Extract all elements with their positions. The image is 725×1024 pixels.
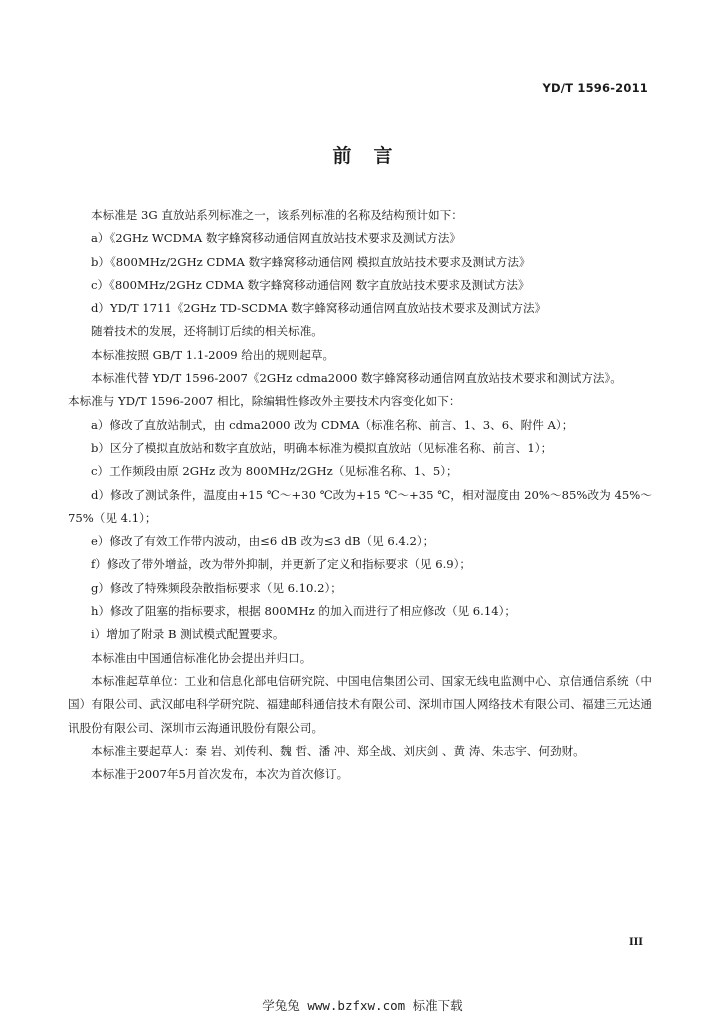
standard-code: YD/T 1596-2011 (542, 81, 648, 95)
list-item-change-e: e）修改了有效工作带内波动，由≤6 dB 改为≤3 dB（见 6.4.2）； (91, 534, 435, 549)
list-item-change-g: g）修改了特殊频段杂散指标要求（见 6.10.2）； (91, 580, 342, 595)
list-item-series-d: d）YD/T 1711《2GHz TD-SCDMA 数字蜂窝移动通信网直放站技术要求及测试方法》 (91, 301, 547, 316)
paragraph-series-intro: 本标准是 3G 直放站系列标准之一，该系列标准的名称及结构预计如下： (91, 208, 463, 222)
paragraph-changes-intro: 本标准与 YD/T 1596-2007 相比，除编辑性修改外主要技术内容变化如下： (68, 394, 461, 409)
list-item-change-d: d）修改了测试条件，温度由+15 ℃～+30 ℃改为+15 ℃～+35 ℃，相对湿度由 20%～85%改为 45%～75%（见 4.1）； (68, 487, 652, 525)
paragraph-drafters: 本标准主要起草人：秦 岩、刘传利、魏 哲、潘 冲、郑全战、刘庆剑 、黄 涛、朱志宇、何劲财。 (91, 743, 585, 758)
paragraph-replaces: 本标准代替 YD/T 1596-2007《2GHz cdma2000 数字蜂窝移动通信网直放站技术要求和测试方法》。 (91, 371, 622, 386)
list-item-change-a: a）修改了直放站制式，由 cdma2000 改为 CDMA（标准名称、前言、1、3、6、附件 A）； (91, 417, 574, 432)
list-item-change-c: c）工作频段由原 2GHz 改为 800MHz/2GHz（见标准名称、1、5）； (91, 464, 458, 479)
paragraph-drafting-rules: 本标准按照 GB/T 1.1-2009 给出的规则起草。 (91, 347, 335, 362)
list-item-change-h: h）修改了阻塞的指标要求，根据 800MHz 的加入而进行了相应修改（见 6.14）； (91, 604, 516, 619)
foreword-body (68, 204, 652, 786)
list-item-change-i: i）增加了附录 B 测试模式配置要求。 (91, 627, 285, 642)
list-item-series-b: b）《800MHz/2GHz CDMA 数字蜂窝移动通信网 模拟直放站技术要求及测试方法》 (91, 254, 531, 269)
list-item-series-a: a）《2GHz WCDMA 数字蜂窝移动通信网直放站技术要求及测试方法》 (91, 231, 461, 246)
list-item-change-b: b）区分了模拟直放站和数字直放站，明确本标准为模拟直放站（见标准名称、前言、1）； (91, 440, 553, 455)
footer-watermark: 学兔兔 www.bzfxw.com 标准下载 (262, 998, 463, 1013)
page-number: III (628, 937, 643, 948)
paragraph-proposer: 本标准由中国通信标准化协会提出并归口。 (91, 650, 312, 665)
paragraph-publication-history: 本标准于2007年5月首次发布，本次为首次修订。 (91, 767, 349, 782)
list-item-series-c: c）《800MHz/2GHz CDMA 数字蜂窝移动通信网 数字直放站技术要求及测试方法》 (91, 277, 530, 292)
paragraph-drafting-units: 本标准起草单位：工业和信息化部电信研究院、中国电信集团公司、国家无线电监测中心、京信通信系统（中国）有限公司、武汉邮电科学研究院、福建邮科通信技术有限公司、深圳市国人网络技术有限公司、福建三元达通讯股份有限公司、深圳市云海通讯股份有限公司。 (68, 673, 652, 735)
list-item-change-f: f）修改了带外增益，改为带外抑制，并更新了定义和指标要求（见 6.9）； (91, 557, 472, 572)
page-title: 前言 (332, 145, 415, 167)
paragraph-future-standards: 随着技术的发展，还将制订后续的相关标准。 (91, 324, 323, 339)
